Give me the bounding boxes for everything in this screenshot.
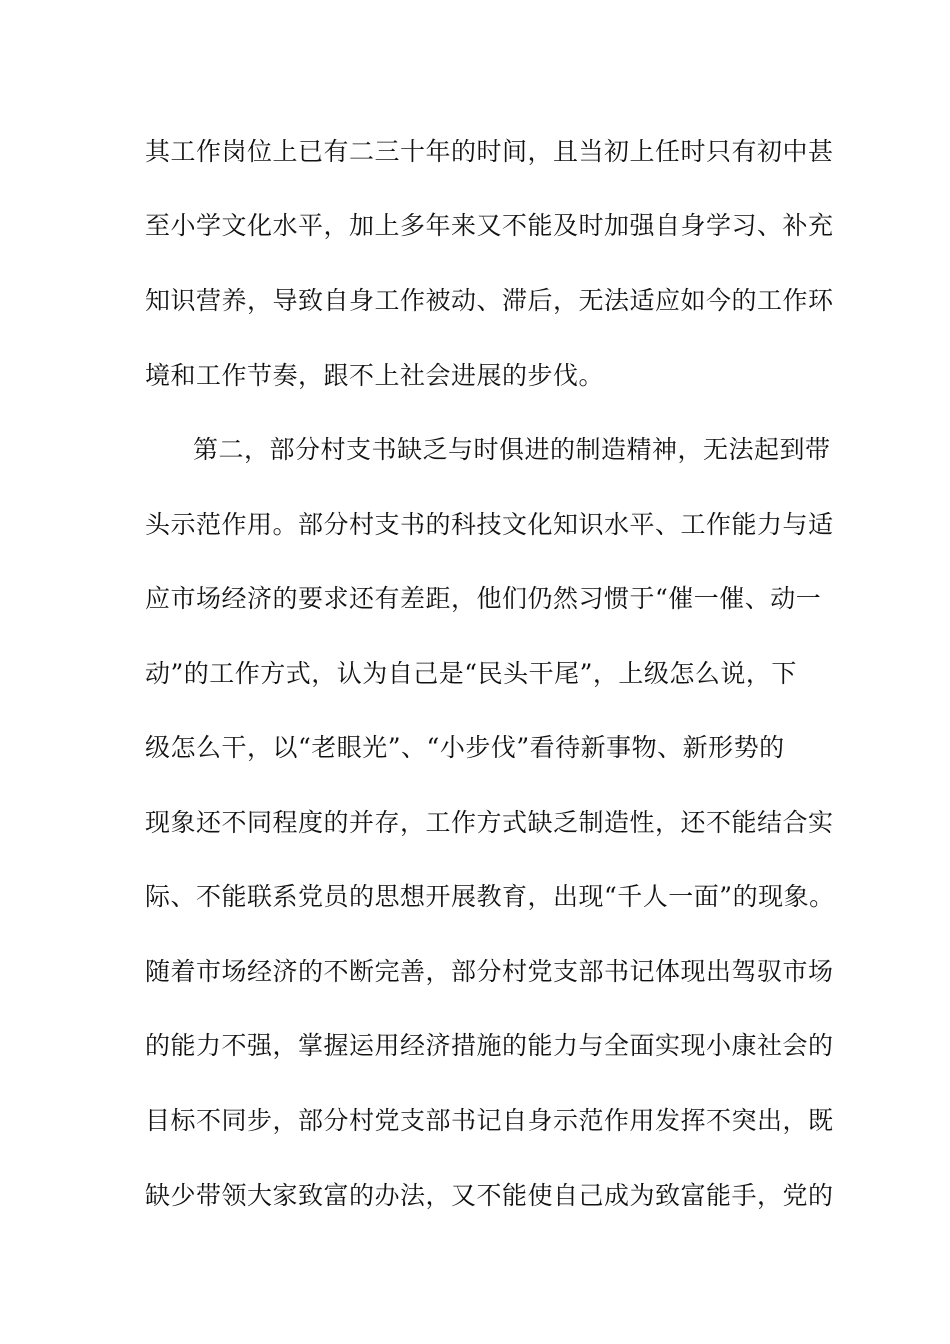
text-line: 现象还不同程度的并存，工作方式缺乏制造性，还不能结合实 [145,808,834,837]
text-line: 的能力不强，掌握运用经济措施的能力与全面实现小康社会的 [145,1031,834,1060]
text-line: 际、不能联系党员的思想开展教育，出现“千人一面”的现象。 [145,882,835,911]
text-line: 级怎么干，以“老眼光”、“小步伐”看待新事物、新形势的 [145,733,785,762]
text-line: 头示范作用。部分村支书的科技文化知识水平、工作能力与适 [145,510,834,539]
text-line: 知识营养，导致自身工作被动、滞后，无法适应如今的工作环 [145,286,834,315]
text-line: 应市场经济的要求还有差距，他们仍然习惯于“催一催、动一 [145,584,822,613]
text-line: 动”的工作方式，认为自己是“民头干尾”，上级怎么说，下 [145,659,797,688]
text-line: 缺少带领大家致富的办法，又不能使自己成为致富能手，党的 [145,1181,834,1210]
text-line: 目标不同步，部分村党支部书记自身示范作用发挥不突出，既 [145,1106,834,1135]
text-line: 随着市场经济的不断完善，部分村党支部书记体现出驾驭市场 [145,957,834,986]
text-line: 境和工作节奏，跟不上社会进展的步伐。 [145,361,605,390]
text-line-paragraph-start: 第二，部分村支书缺乏与时俱进的制造精神，无法起到带 [193,435,831,464]
text-line: 至小学文化水平，加上多年来又不能及时加强自身学习、补充 [145,211,834,240]
text-line: 其工作岗位上已有二三十年的时间，且当初上任时只有初中甚 [145,137,834,166]
